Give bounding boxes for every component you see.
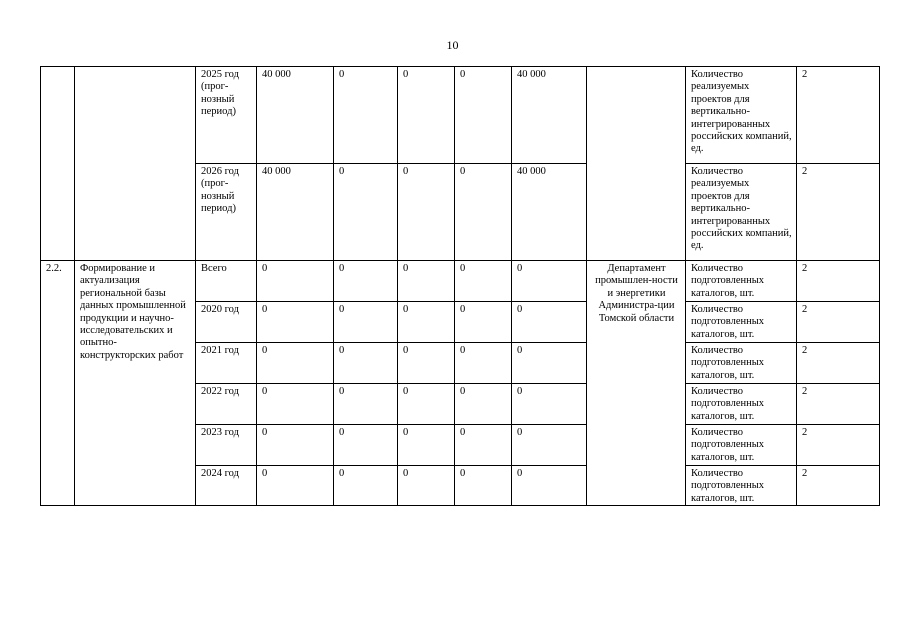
target-cell: 2 [797,302,880,343]
value-cell: 0 [257,261,334,302]
target-cell: 2 [797,164,880,261]
period-line: (прог- [201,178,229,190]
period-line: нозный [201,93,235,105]
value-cell: 0 [455,67,512,164]
target-cell: 2 [797,425,880,466]
value-cell: 0 [257,384,334,425]
empty-num-cell [41,67,75,261]
period-line: период) [201,106,236,118]
target-cell: 2 [797,343,880,384]
value-cell: 0 [512,425,587,466]
value-cell: 0 [512,384,587,425]
value-cell: 40 000 [257,67,334,164]
period-cell: 2021 год [196,343,257,384]
value-cell: 0 [455,343,512,384]
value-cell: 0 [398,261,455,302]
executor-cell: Департамент промышлен-ности и энергетики Администра-ции Томской области [587,261,686,506]
value-cell: 0 [334,164,398,261]
period-cell: 2023 год [196,425,257,466]
period-line: (прог- [201,81,229,93]
period-cell [196,67,257,164]
value-cell: 0 [455,384,512,425]
period-cell: 2024 год [196,466,257,506]
page-number: 10 [446,38,459,52]
value-cell: 0 [398,466,455,506]
value-cell: 0 [455,164,512,261]
value-cell: 0 [257,466,334,506]
value-cell: 0 [512,343,587,384]
indicator-cell: Количество подготовленных каталогов, шт. [686,302,797,343]
value-cell: 40 000 [512,67,587,164]
period-line: нозный [201,190,235,202]
value-cell: 0 [334,67,398,164]
value-cell: 0 [398,302,455,343]
target-cell: 2 [797,261,880,302]
value-cell: 0 [334,384,398,425]
value-cell: 0 [455,425,512,466]
table-row [41,261,880,302]
indicator-cell: Количество реализуемых проектов для вертикально-интегрированных российских компаний, ед. [686,164,797,261]
empty-executor-cell [587,67,686,261]
value-cell: 0 [512,302,587,343]
value-cell: 0 [257,343,334,384]
value-cell: 0 [334,343,398,384]
value-cell: 0 [512,466,587,506]
indicator-cell: Количество реализуемых проектов для вертикально-интегрированных российских компаний, ед. [686,67,797,164]
value-cell: 0 [398,384,455,425]
value-cell: 0 [334,466,398,506]
value-cell: 0 [455,302,512,343]
value-cell: 0 [455,261,512,302]
value-cell: 0 [334,302,398,343]
period-line: период) [201,203,236,215]
indicator-cell: Количество подготовленных каталогов, шт. [686,343,797,384]
value-cell: 0 [398,343,455,384]
table-row [41,67,880,164]
value-cell: 40 000 [512,164,587,261]
empty-name-cell [75,67,196,261]
period-cell [196,164,257,261]
target-cell: 2 [797,67,880,164]
value-cell: 0 [512,261,587,302]
indicator-cell: Количество подготовленных каталогов, шт. [686,425,797,466]
value-cell: 0 [398,164,455,261]
period-line: 2025 год [201,69,239,80]
value-cell: 0 [334,425,398,466]
period-cell: 2022 год [196,384,257,425]
value-cell: 40 000 [257,164,334,261]
indicator-cell: Количество подготовленных каталогов, шт. [686,261,797,302]
value-cell: 0 [398,67,455,164]
section-name: Формирование и актуализация региональной базы данных промышленной продукции и научно-исследовательских и опытно-конструкторских работ [75,261,196,506]
target-cell: 2 [797,466,880,506]
period-cell: 2020 год [196,302,257,343]
indicator-cell: Количество подготовленных каталогов, шт. [686,384,797,425]
period-line: 2026 год [201,166,239,177]
value-cell: 0 [334,261,398,302]
program-table [40,66,880,506]
value-cell: 0 [398,425,455,466]
section-number: 2.2. [41,261,75,506]
target-cell: 2 [797,384,880,425]
period-cell: Всего [196,261,257,302]
indicator-cell: Количество подготовленных каталогов, шт. [686,466,797,506]
value-cell: 0 [257,302,334,343]
value-cell: 0 [455,466,512,506]
value-cell: 0 [257,425,334,466]
